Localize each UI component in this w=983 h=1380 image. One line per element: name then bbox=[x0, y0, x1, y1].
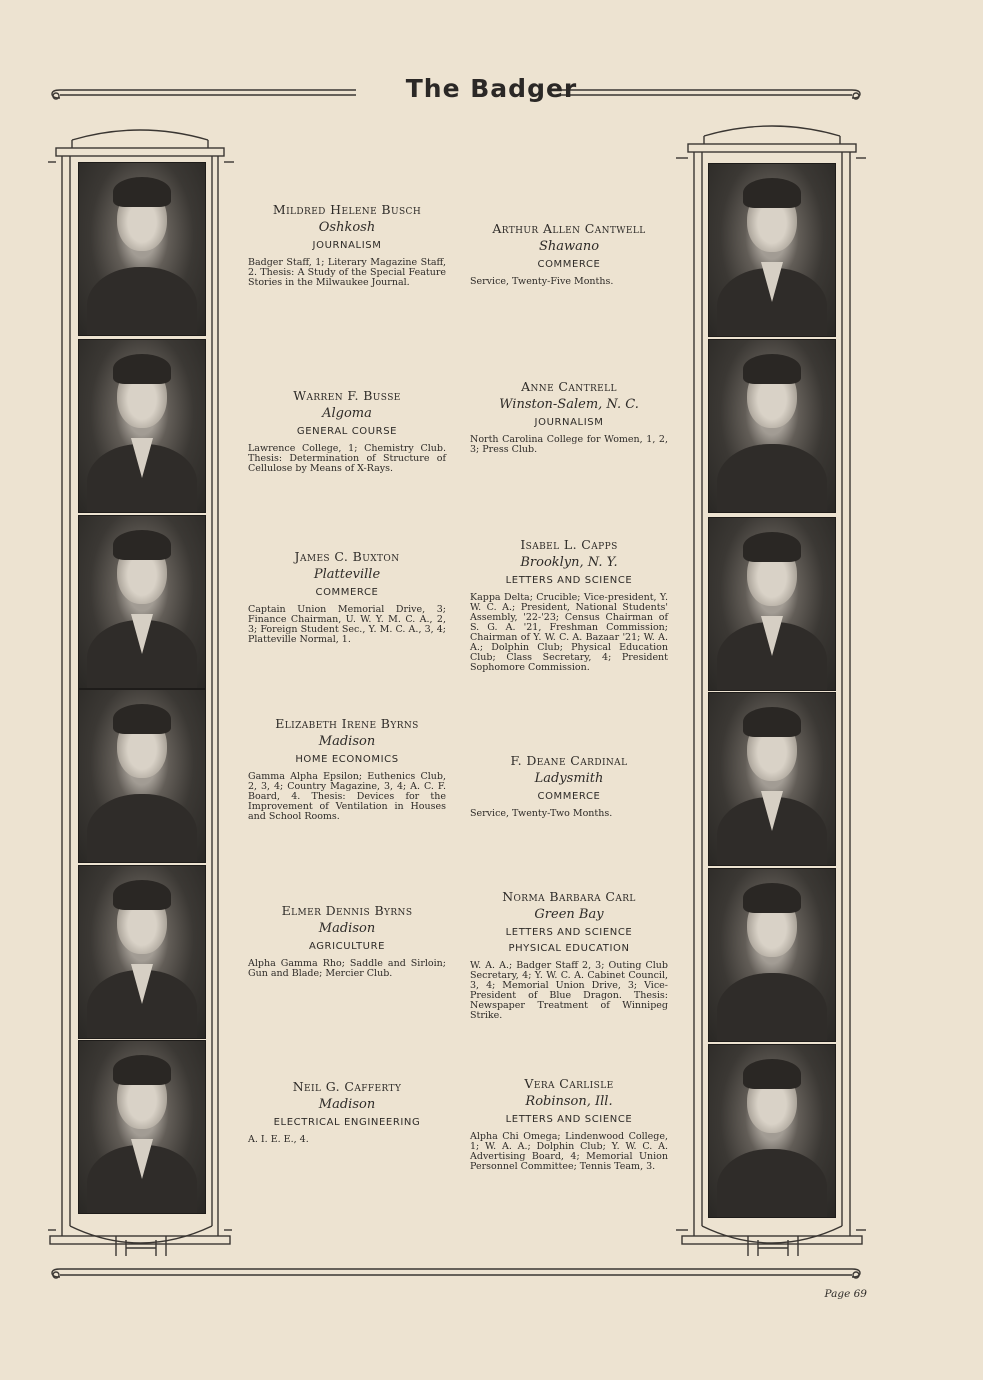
student-hometown: Algoma bbox=[322, 406, 372, 421]
student-course: HOME ECONOMICS bbox=[295, 754, 399, 765]
student-name: Mildred Helene Busch bbox=[272, 202, 422, 217]
student-name: James C. Buxton bbox=[294, 549, 400, 564]
student-activities: Service, Twenty-Two Months. bbox=[470, 808, 613, 819]
student-hometown: Robinson, Ill. bbox=[525, 1094, 613, 1109]
student-name: Isabel L. Capps bbox=[520, 537, 618, 552]
student-entry bbox=[470, 537, 668, 673]
student-name: Elmer Dennis Byrns bbox=[281, 903, 413, 918]
student-entry bbox=[248, 1079, 446, 1145]
student-entry bbox=[470, 379, 668, 455]
student-activities: A. I. E. E., 4. bbox=[248, 1134, 309, 1145]
student-hometown: Oshkosh bbox=[318, 220, 376, 235]
student-course: LETTERS AND SCIENCE bbox=[505, 927, 633, 938]
student-name: Vera Carlisle bbox=[524, 1076, 614, 1091]
student-hometown: Green Bay bbox=[534, 907, 604, 922]
student-entry bbox=[248, 549, 446, 645]
student-activities: Lawrence College, 1; Chemistry Club. Thesis: Determination of Structure of Cellulose by Means of X-Rays. bbox=[248, 443, 446, 474]
student-name: Anne Cantrell bbox=[521, 379, 617, 394]
page-number: Page 69 bbox=[824, 1288, 867, 1300]
student-entry bbox=[248, 716, 446, 822]
student-activities: Badger Staff, 1; Literary Magazine Staff, 2. Thesis: A Study of the Special Feature Stories in the Milwaukee Journal. bbox=[248, 257, 446, 288]
student-entry bbox=[470, 221, 668, 287]
portrait-photo bbox=[708, 1044, 836, 1218]
student-name: Norma Barbara Carl bbox=[502, 889, 636, 904]
portrait-photo bbox=[78, 515, 206, 689]
student-course: JOURNALISM bbox=[312, 240, 382, 251]
student-course: COMMERCE bbox=[315, 587, 379, 598]
student-activities: Gamma Alpha Epsilon; Euthenics Club, 2, 3, 4; Country Magazine, 3, 4; A. C. F. Board, 4. Thesis: Devices for the Improvement of Ventilation in Houses and School Rooms. bbox=[248, 771, 446, 822]
portrait-photo bbox=[708, 339, 836, 513]
student-activities: Captain Union Memorial Drive, 3; Finance Chairman, U. W. Y. M. C. A., 2, 3; Foreign Student Sec., Y. M. C. A., 3, 4; Platteville Normal, 1. bbox=[248, 604, 446, 645]
student-activities: W. A. A.; Badger Staff 2, 3; Outing Club Secretary, 4; Y. W. C. A. Cabinet Council, 3, 4; Memorial Union Drive, 3; Vice-President of Blue Dragon. Thesis: Newspaper Treatment of Winnipeg Strike. bbox=[470, 960, 668, 1021]
student-activities: North Carolina College for Women, 1, 2, 3; Press Club. bbox=[470, 434, 668, 455]
student-hometown: Shawano bbox=[538, 239, 600, 254]
student-activities: Kappa Delta; Crucible; Vice-president, Y. W. C. A.; President, National Students' Assembly, '22-'23; Census Chairman of S. G. A. '21, Freshman Commission; Chairman of Y. W. C. A. Bazaar '21; W. A. A.; Dolphin Club; Physical Education Club; Class Secretary, 4; President Sophomore Commission. bbox=[470, 592, 668, 673]
student-entry bbox=[470, 753, 668, 819]
student-entry bbox=[470, 889, 668, 1021]
page-title: The Badger bbox=[405, 74, 578, 103]
student-course: AGRICULTURE bbox=[308, 941, 386, 952]
student-course: JOURNALISM bbox=[534, 417, 604, 428]
student-entry bbox=[470, 1076, 668, 1172]
student-course-secondary: PHYSICAL EDUCATION bbox=[508, 943, 630, 954]
student-course: LETTERS AND SCIENCE bbox=[505, 1114, 633, 1125]
portrait-photo bbox=[708, 868, 836, 1042]
student-course: COMMERCE bbox=[537, 791, 601, 802]
student-course: GENERAL COURSE bbox=[296, 426, 398, 437]
student-activities: Alpha Gamma Rho; Saddle and Sirloin; Gun and Blade; Mercier Club. bbox=[248, 958, 446, 979]
student-hometown: Winston-Salem, N. C. bbox=[499, 397, 639, 412]
student-name: Arthur Allen Cantwell bbox=[492, 221, 646, 236]
portrait-photo bbox=[708, 163, 836, 337]
student-hometown: Madison bbox=[318, 734, 376, 749]
student-name: Neil G. Cafferty bbox=[292, 1079, 402, 1094]
portrait-photo bbox=[78, 162, 206, 336]
student-hometown: Platteville bbox=[313, 567, 381, 582]
student-course: COMMERCE bbox=[537, 259, 601, 270]
portrait-photo bbox=[78, 865, 206, 1039]
portrait-photo bbox=[78, 339, 206, 513]
student-course: ELECTRICAL ENGINEERING bbox=[273, 1117, 421, 1128]
student-entry bbox=[248, 388, 446, 474]
student-name: Elizabeth Irene Byrns bbox=[275, 716, 419, 731]
portrait-photo bbox=[708, 692, 836, 866]
student-hometown: Brooklyn, N. Y. bbox=[520, 555, 618, 570]
student-hometown: Madison bbox=[318, 921, 376, 936]
student-course: LETTERS AND SCIENCE bbox=[505, 575, 633, 586]
portrait-photo bbox=[708, 517, 836, 691]
student-name: Warren F. Busse bbox=[293, 388, 401, 403]
student-activities: Service, Twenty-Five Months. bbox=[470, 276, 614, 287]
student-hometown: Madison bbox=[318, 1097, 376, 1112]
student-activities: Alpha Chi Omega; Lindenwood College, 1; W. A. A.; Dolphin Club; Y. W. C. A. Advertising Board, 4; Memorial Union Personnel Committee; Tennis Team, 3. bbox=[470, 1131, 668, 1172]
student-entry bbox=[248, 903, 446, 979]
portrait-photo bbox=[78, 1040, 206, 1214]
student-name: F. Deane Cardinal bbox=[510, 753, 628, 768]
portrait-photo bbox=[78, 689, 206, 863]
student-hometown: Ladysmith bbox=[534, 771, 604, 786]
student-entry bbox=[248, 202, 446, 288]
